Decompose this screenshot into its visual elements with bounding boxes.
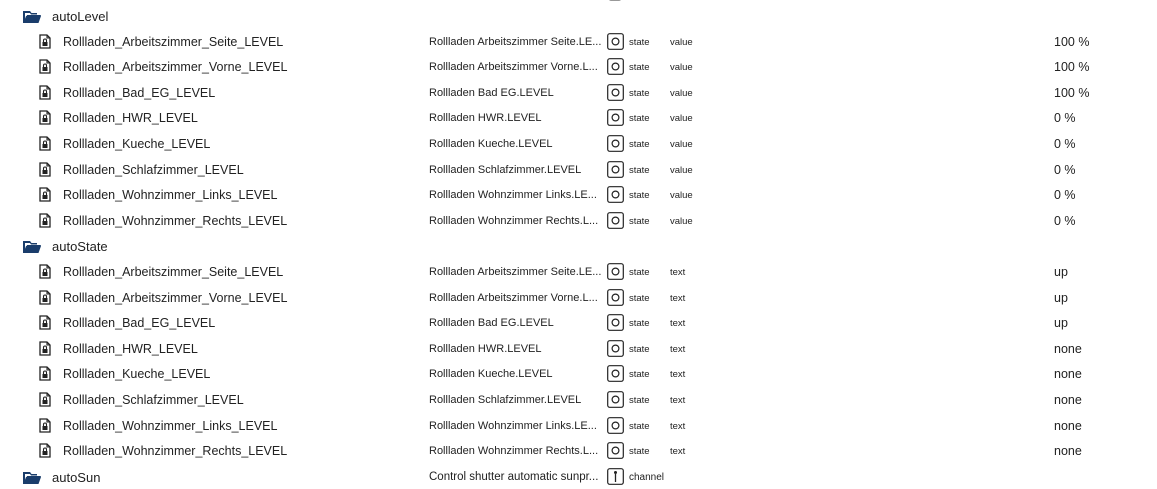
state-name: Rollladen Bad EG.LEVEL: [429, 317, 554, 330]
object-tree: [0, 3, 1157, 489]
state-type: state: [629, 36, 650, 48]
folder-row[interactable]: [0, 3, 1157, 29]
state-name: Rollladen Schlafzimmer.LEVEL: [429, 393, 582, 406]
state-id: Rollladen_Wohnzimmer_Links_LEVEL: [63, 188, 278, 203]
state-name: Rollladen Arbeitszimmer Seite.LE...: [429, 35, 602, 48]
state-row[interactable]: [0, 438, 1157, 464]
state-name: Rollladen Wohnzimmer Links.LE...: [429, 419, 597, 432]
folder-row[interactable]: [0, 233, 1157, 259]
state-value[interactable]: up: [1054, 264, 1068, 279]
state-row[interactable]: [0, 54, 1157, 80]
state-id: Rollladen_Arbeitszimmer_Vorne_LEVEL: [63, 290, 288, 305]
state-type: state: [629, 420, 650, 432]
folder-label: autoSun: [52, 469, 101, 485]
state-id: Rollladen_Wohnzimmer_Rechts_LEVEL: [63, 213, 288, 228]
state-value[interactable]: 0 %: [1054, 136, 1076, 151]
state-id: Rollladen_Bad_EG_LEVEL: [63, 85, 216, 100]
folder-open-icon[interactable]: [22, 471, 42, 485]
state-role-icon: [607, 135, 624, 152]
state-type: state: [629, 394, 650, 406]
state-value[interactable]: 0 %: [1054, 162, 1076, 177]
channel-role-icon: [607, 468, 624, 485]
state-row[interactable]: [0, 208, 1157, 234]
file-lock-icon: [39, 418, 51, 433]
state-role-icon: [607, 314, 624, 331]
state-id: Rollladen_Arbeitszimmer_Seite_LEVEL: [63, 34, 284, 49]
state-name: Rollladen Wohnzimmer Links.LE...: [429, 189, 597, 202]
state-row[interactable]: [0, 80, 1157, 106]
state-role: text: [670, 266, 686, 278]
state-value[interactable]: none: [1054, 444, 1082, 459]
state-row[interactable]: [0, 131, 1157, 157]
state-role-icon: [607, 340, 624, 357]
folder-open-icon[interactable]: [22, 240, 42, 254]
state-value[interactable]: 0 %: [1054, 188, 1076, 203]
state-id: Rollladen_Wohnzimmer_Rechts_LEVEL: [63, 444, 288, 459]
state-value[interactable]: none: [1054, 392, 1082, 407]
state-role: text: [670, 369, 686, 381]
state-name: Rollladen Arbeitszimmer Vorne.L...: [429, 61, 598, 74]
state-value[interactable]: none: [1054, 367, 1082, 382]
state-role: value: [670, 36, 693, 48]
state-name: Rollladen Wohnzimmer Rechts.L...: [429, 445, 599, 458]
state-role: value: [670, 113, 693, 125]
state-type: state: [629, 266, 650, 278]
state-row[interactable]: [0, 285, 1157, 311]
state-name: Rollladen Bad EG.LEVEL: [429, 86, 554, 99]
file-lock-icon: [39, 187, 51, 202]
state-id: Rollladen_Arbeitszimmer_Seite_LEVEL: [63, 264, 284, 279]
folder-label: autoLevel: [52, 9, 109, 24]
state-role: text: [670, 420, 686, 432]
state-row[interactable]: [0, 29, 1157, 55]
state-name: Rollladen Arbeitszimmer Vorne.L...: [429, 291, 598, 304]
file-lock-icon: [39, 59, 51, 74]
file-lock-icon: [39, 443, 51, 458]
state-id: Rollladen_Arbeitszimmer_Vorne_LEVEL: [63, 60, 288, 75]
state-value[interactable]: up: [1054, 290, 1068, 305]
state-type: state: [629, 292, 650, 304]
file-lock-icon: [39, 110, 51, 125]
file-lock-icon: [39, 264, 51, 279]
state-role-icon: [607, 442, 624, 459]
state-type: state: [629, 164, 650, 176]
file-lock-icon: [39, 366, 51, 381]
state-role-icon: [607, 212, 624, 229]
state-value[interactable]: none: [1054, 418, 1082, 433]
state-role: value: [670, 87, 693, 99]
state-role-icon: [607, 84, 624, 101]
state-role-icon: [607, 391, 624, 408]
state-id: Rollladen_Kueche_LEVEL: [63, 367, 211, 382]
folder-label: autoState: [52, 239, 108, 255]
state-role: text: [670, 292, 686, 304]
file-lock-icon: [39, 136, 51, 151]
state-row[interactable]: [0, 105, 1157, 131]
file-lock-icon: [39, 341, 51, 356]
state-role: text: [670, 318, 686, 330]
state-row[interactable]: [0, 336, 1157, 362]
file-lock-icon: [39, 213, 51, 228]
state-value[interactable]: 0 %: [1054, 111, 1076, 126]
state-row[interactable]: [0, 157, 1157, 183]
state-role-icon: [607, 161, 624, 178]
folder-name: Control shutter automatic sunpr...: [429, 470, 599, 483]
state-type: state: [629, 215, 650, 227]
state-role: value: [670, 164, 693, 176]
state-type: state: [629, 62, 650, 74]
folder-row[interactable]: [0, 464, 1157, 489]
state-role: value: [670, 138, 693, 150]
file-lock-icon: [39, 162, 51, 177]
state-role-icon: [607, 289, 624, 306]
state-role: value: [670, 62, 693, 74]
state-row[interactable]: [0, 413, 1157, 439]
folder-open-icon[interactable]: [22, 10, 42, 24]
state-name: Rollladen Schlafzimmer.LEVEL: [429, 163, 582, 176]
state-role: text: [670, 446, 686, 458]
file-lock-icon: [39, 290, 51, 305]
state-name: Rollladen Arbeitszimmer Seite.LE...: [429, 265, 602, 278]
state-id: Rollladen_Wohnzimmer_Links_LEVEL: [63, 418, 278, 433]
state-role-icon: [607, 109, 624, 126]
scroll-artifact: [609, 0, 621, 1]
state-role-icon: [607, 263, 624, 280]
state-role: text: [670, 394, 686, 406]
state-type: state: [629, 138, 650, 150]
state-name: Rollladen Kueche.LEVEL: [429, 368, 553, 381]
state-id: Rollladen_HWR_LEVEL: [63, 111, 198, 126]
state-id: Rollladen_Schlafzimmer_LEVEL: [63, 162, 244, 177]
state-id: Rollladen_Schlafzimmer_LEVEL: [63, 392, 244, 407]
state-type: state: [629, 369, 650, 381]
state-value[interactable]: 100 %: [1054, 60, 1090, 75]
state-value[interactable]: 100 %: [1054, 85, 1090, 100]
state-role: value: [670, 215, 693, 227]
state-row[interactable]: [0, 310, 1157, 336]
state-row[interactable]: [0, 259, 1157, 285]
state-value[interactable]: up: [1054, 316, 1068, 331]
state-role-icon: [607, 186, 624, 203]
state-type: state: [629, 190, 650, 202]
state-value[interactable]: 100 %: [1054, 34, 1090, 49]
file-lock-icon: [39, 85, 51, 100]
state-name: Rollladen HWR.LEVEL: [429, 112, 542, 125]
folder-role: channel: [629, 471, 665, 483]
state-name: Rollladen Wohnzimmer Rechts.L...: [429, 214, 599, 227]
state-row[interactable]: [0, 182, 1157, 208]
state-id: Rollladen_Bad_EG_LEVEL: [63, 316, 216, 331]
state-role: text: [670, 343, 686, 355]
state-type: state: [629, 318, 650, 330]
state-row[interactable]: [0, 361, 1157, 387]
state-type: state: [629, 343, 650, 355]
state-name: Rollladen HWR.LEVEL: [429, 342, 542, 355]
state-type: state: [629, 446, 650, 458]
state-role-icon: [607, 33, 624, 50]
state-name: Rollladen Kueche.LEVEL: [429, 137, 553, 150]
state-type: state: [629, 87, 650, 99]
file-lock-icon: [39, 34, 51, 49]
file-lock-icon: [39, 392, 51, 407]
state-role-icon: [607, 365, 624, 382]
state-id: Rollladen_Kueche_LEVEL: [63, 136, 211, 151]
state-role-icon: [607, 58, 624, 75]
state-type: state: [629, 113, 650, 125]
state-value[interactable]: 0 %: [1054, 213, 1076, 228]
state-value[interactable]: none: [1054, 341, 1082, 356]
state-row[interactable]: [0, 387, 1157, 413]
state-role-icon: [607, 417, 624, 434]
state-id: Rollladen_HWR_LEVEL: [63, 341, 198, 356]
file-lock-icon: [39, 315, 51, 330]
state-role: value: [670, 190, 693, 202]
